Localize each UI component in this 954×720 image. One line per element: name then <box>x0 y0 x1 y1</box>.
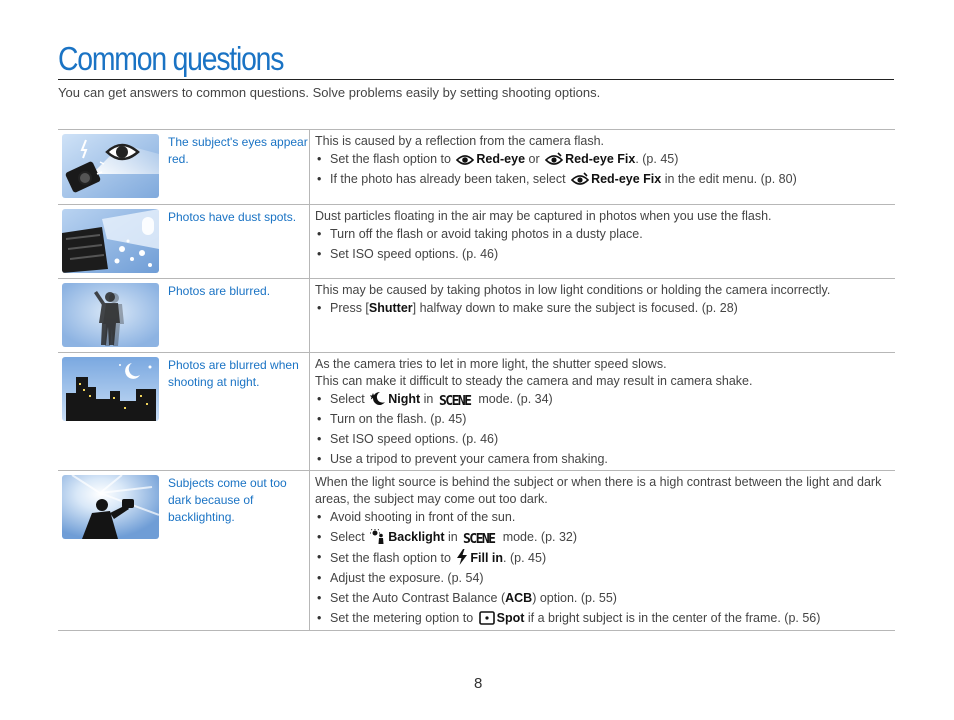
answer-bullets <box>315 300 895 317</box>
answer-cell <box>310 279 895 352</box>
question-cell <box>58 205 310 278</box>
page-number: 8 <box>474 675 483 692</box>
bullet-item: • Select Night in mode. (p. 34) <box>315 391 895 408</box>
answer-bullets <box>315 509 895 627</box>
page-title: Common questions <box>58 40 284 77</box>
bullet-item: • Avoid shooting in front of the sun. <box>315 509 895 526</box>
backlight-illustration <box>62 475 159 539</box>
answer-cell <box>310 471 895 630</box>
question-text: Subjects come out too dark because of backlighting. <box>168 476 287 524</box>
red-eye-fix-icon <box>571 172 589 186</box>
dust-spots-illustration <box>62 209 159 273</box>
bullet-item: • Set ISO speed options. (p. 46) <box>315 246 895 263</box>
answer-cell <box>310 353 895 470</box>
bullet-item: • Set the Auto Contrast Balance (ACB) option. (p. 55) <box>315 590 895 607</box>
answer-bullets <box>315 391 895 468</box>
bullet-item: • Turn off the flash or avoid taking photos in a dusty place. <box>315 226 895 243</box>
questions-table <box>58 129 895 631</box>
question-row <box>58 130 895 205</box>
answer-text: This is caused by a reflection from the camera flash. <box>315 134 605 148</box>
question-cell <box>58 471 310 630</box>
question-row <box>58 205 895 279</box>
answer-cell <box>310 130 895 204</box>
question-cell <box>58 130 310 204</box>
red-eye-fix-icon <box>545 152 563 166</box>
question-cell <box>58 279 310 352</box>
answer-cell <box>310 205 895 278</box>
spot-metering-icon <box>479 611 495 625</box>
question-text: Photos are blurred when shooting at night. <box>168 358 299 389</box>
bullet-item: • Adjust the exposure. (p. 54) <box>315 570 895 587</box>
scene-mode-icon <box>463 531 497 544</box>
page-subtitle: You can get answers to common questions. Solve problems easily by setting shooting options. <box>58 85 601 100</box>
question-row <box>58 353 895 471</box>
question-text: The subject's eyes appear red. <box>168 135 308 166</box>
red-eye-illustration <box>62 134 159 198</box>
flash-fill-in-icon <box>456 549 468 565</box>
blurred-photo-illustration <box>62 283 159 347</box>
scene-mode-icon <box>439 393 473 406</box>
bullet-item: • Set ISO speed options. (p. 46) <box>315 431 895 448</box>
question-row <box>58 471 895 631</box>
answer-text: This may be caused by taking photos in low light conditions or holding the camera incorrectly. <box>315 283 831 297</box>
backlight-icon <box>370 529 386 544</box>
night-icon <box>370 391 386 406</box>
bullet-item: • Set the flash option to Red-eye or Red-eye Fix. (p. 45) <box>315 151 895 168</box>
answer-text: This can make it difficult to steady the camera and may result in camera shake. <box>315 374 753 388</box>
bullet-item: • Set the metering option to Spot if a bright subject is in the center of the frame. (p. 56) <box>315 610 895 627</box>
bullet-item: • If the photo has already been taken, select Red-eye Fix in the edit menu. (p. 80) <box>315 171 895 188</box>
bullet-item: • Select Backlight in mode. (p. 32) <box>315 529 895 546</box>
answer-bullets <box>315 151 895 188</box>
answer-text: Dust particles floating in the air may be captured in photos when you use the flash. <box>315 209 772 223</box>
bullet-item: • Press [Shutter] halfway down to make sure the subject is focused. (p. 28) <box>315 300 895 317</box>
title-divider <box>58 79 894 80</box>
question-row <box>58 279 895 353</box>
question-cell <box>58 353 310 470</box>
night-city-illustration <box>62 357 159 421</box>
answer-text: When the light source is behind the subject or when there is a high contrast between the light and dark areas, the subject may come out too dark. <box>315 475 882 506</box>
red-eye-icon <box>456 154 474 166</box>
question-text: Photos are blurred. <box>168 284 271 298</box>
bullet-item: • Use a tripod to prevent your camera from shaking. <box>315 451 895 468</box>
bullet-item: • Set the flash option to Fill in. (p. 45) <box>315 549 895 567</box>
bullet-item: • Turn on the flash. (p. 45) <box>315 411 895 428</box>
answer-text: As the camera tries to let in more light, the shutter speed slows. <box>315 357 667 371</box>
question-text: Photos have dust spots. <box>168 210 297 224</box>
answer-bullets <box>315 226 895 263</box>
